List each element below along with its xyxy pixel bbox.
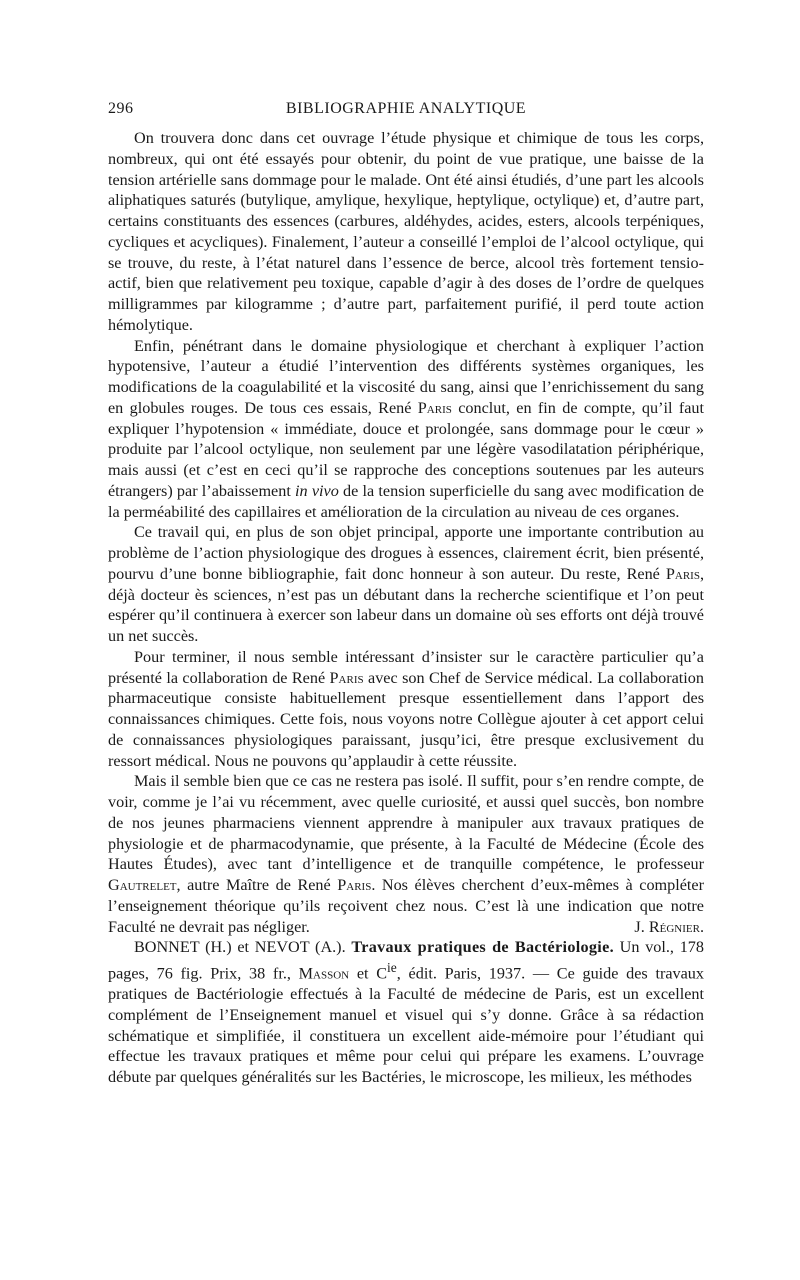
author-name: Paris [337,876,372,894]
paragraph: Pour terminer, il nous semble intéressant d’insister sur le caractère particulier qu’a présenté la collaboration de René Paris avec son Chef de Service médical. La collaboration pharmaceutique consiste habituellement presque essentiellement dans l’apport des connaissances chimiques. Cette fois, nous voyons notre Collègue ajouter à cet apport celui de connaissances physiologiques paraissant, jusqu’ici, être presque exclusivement du ressort médical. Nous ne pouvons qu’applaudir à cette réussite. [108,647,704,770]
reviewer-signature: J. Régnier. [634,917,704,936]
author-name: Paris [417,398,452,417]
person-name: Gautrelet [108,876,177,894]
publisher-name: Masson [298,964,350,983]
page-number: 296 [108,100,134,117]
paragraph: Enfin, pénétrant dans le domaine physiologique et cherchant à expliquer l’action hypotensive, l’auteur a étudié l’intervention des différents systèmes organiques, les modifications de la coagulabilité et la viscosité du sang, ainsi que l’enrichissement du sang en globules rouges. De tous ces essais, René Paris conclut, en fin de compte, qu’il faut expliquer l’hypotension « immédiate, douce et prolongée, sans dommage pour le cœur » produite par l’alcool octylique, non seulement par une légère vasodilatation périphérique, mais aussi (et c’est en ceci qu’il se rapproche des conceptions soutenues par les auteurs étrangers) par l’abaissement in vivo de la tension superficielle du sang avec modification de la perméabilité des capillaires et amélioration de la circulation au niveau de ces organes. [108,336,705,521]
italic-term: in vivo [295,481,339,500]
review-entry: BONNET (H.) et NEVOT (A.). Travaux pratiques de Bactériologie. Un vol., 178 pages, 76 fig. Prix, 38 fr., Masson et $C^{ie}$, édit. Paris, 1937. — Ce guide des travaux pratiques de Bactériologie effectués à la Faculté de médecine de Paris, est un excellent complément de l’Enseignement manuel et visuel qui s’y donne. Grâce à sa rédaction schématique et simplifiée, il constituera un excellent aide-mémoire pour l’étudiant qui effectue les travaux pratiques et même pour celui qui prépare les examens. L’ouvrage débute par quelques généralités sur les Bactéries, le microscope, les milieux, les méthodes [108,938,704,1087]
author-name: Paris [665,564,700,583]
paragraph: Mais il semble bien que ce cas ne restera pas isolé. Il suffit, pour s’en rendre compte, de voir, comme je l’ai vu récemment, avec quelle curiosité, et aussi quel succès, bon nombre de nos jeunes pharmaciens viennent apprendre à manipuler aux travaux pratiques de physiologie et de pharmacodynamie, que présente, à la Faculté de Médecine (École des Hautes Études), avec tant d’intelligence et de tranquille compétence, le professeur Gautrelet, autre Maître de René Paris. Nos élèves cherchent d’eux-mêmes à compléter l’enseignement théorique qu’ils reçoivent chez nous. C’est là une indication que notre Faculté ne devrait pas négliger. J. Régnier. [108,772,704,936]
review-authors: BONNET (H.) et NEVOT (A.). [134,938,352,957]
running-title: BIBLIOGRAPHIE ANALYTIQUE [285,100,527,117]
paragraph: Ce travail qui, en plus de son objet principal, apporte une importante contribution au problème de l’action physiologique des drogues à essences, clairement écrit, bien présenté, pourvu d’une bonne bibliographie, fait donc honneur à son auteur. Du reste, René Paris, déjà docteur ès sciences, n’est pas un débutant dans la recherche scientifique et l’on peut espérer qu’il continuera à exercer son labeur dans un domaine où ses efforts ont déjà trouvé un net succès. [108,523,704,645]
paragraph: On trouvera donc dans cet ouvrage l’étude physique et chimique de tous les corps, nombreux, qui ont été essayés pour obtenir, du point de vue pratique, une baisse de la tension artérielle sans dommage pour le malade. Ont été ainsi étudiés, d’une part les alcools aliphatiques saturés (butylique, amylique, hexylique, heptylique, octylique) et, d’autre part, certains constituants des essences (carbures, aldéhydes, acides, esters, alcools terpéniques, cycliques et acycliques). Finalement, l’auteur a conseillé l’emploi de l’alcool octylique, qui se trouve, du reste, à l’état naturel dans l’essence de berce, alcool très fortement tensio-actif, bien que relativement peu toxique, capable d’agir à des doses de l’ordre de quelques milligrammes par kilogramme ; d’autre part, parfaitement purifié, il perd toute action hémolytique. [108,129,704,334]
article-body [108,128,704,1088]
review-book-title: Travaux pratiques de Bactériologie. [351,938,614,957]
running-header [108,100,704,124]
author-name: Paris [329,668,364,687]
